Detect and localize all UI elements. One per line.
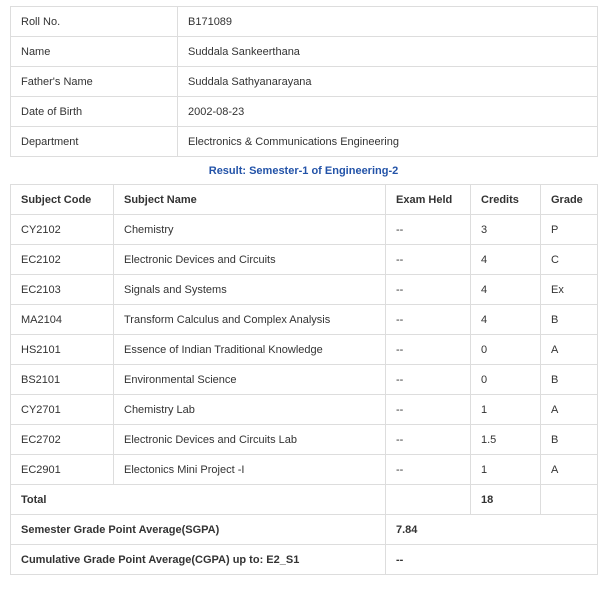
subject-exam-held: -- — [386, 455, 471, 485]
subject-name: Electronic Devices and Circuits Lab — [114, 425, 386, 455]
column-header-subject-code: Subject Code — [11, 185, 114, 215]
subject-name: Chemistry — [114, 215, 386, 245]
subject-exam-held: -- — [386, 425, 471, 455]
student-info-table — [10, 6, 598, 157]
subject-exam-held: -- — [386, 305, 471, 335]
total-label: Total — [11, 485, 386, 515]
result-semester-heading: Result: Semester-1 of Engineering-2 — [208, 165, 399, 177]
info-label-name: Name — [11, 37, 178, 67]
student-info-row-dob — [11, 97, 598, 127]
student-info-row-fathers-name — [11, 67, 598, 97]
subject-row — [11, 335, 598, 365]
subject-code: MA2104 — [11, 305, 114, 335]
info-label-roll-no: Roll No. — [11, 7, 178, 37]
cgpa-row — [11, 545, 598, 575]
subject-code: EC2702 — [11, 425, 114, 455]
subject-exam-held: -- — [386, 365, 471, 395]
info-value-dob: 2002-08-23 — [178, 97, 598, 127]
subject-exam-held: -- — [386, 395, 471, 425]
column-header-grade: Grade — [541, 185, 598, 215]
subject-code: EC2103 — [11, 275, 114, 305]
subject-exam-held: -- — [386, 215, 471, 245]
subject-name: Essence of Indian Traditional Knowledge — [114, 335, 386, 365]
total-credits: 18 — [471, 485, 541, 515]
sgpa-label: Semester Grade Point Average(SGPA) — [11, 515, 386, 545]
subject-row — [11, 275, 598, 305]
subject-exam-held: -- — [386, 275, 471, 305]
subject-credits: 1 — [471, 395, 541, 425]
info-label-dob: Date of Birth — [11, 97, 178, 127]
cgpa-value: -- — [386, 545, 598, 575]
subject-row — [11, 365, 598, 395]
info-value-fathers-name: Suddala Sathyanarayana — [178, 67, 598, 97]
subject-credits: 4 — [471, 245, 541, 275]
subject-grade: Ex — [541, 275, 598, 305]
subject-row — [11, 305, 598, 335]
subject-name: Chemistry Lab — [114, 395, 386, 425]
column-header-subject-name: Subject Name — [114, 185, 386, 215]
subject-grade: A — [541, 395, 598, 425]
info-value-department: Electronics & Communications Engineering — [178, 127, 598, 157]
total-exam-held — [386, 485, 471, 515]
total-row — [11, 485, 598, 515]
subject-credits: 0 — [471, 335, 541, 365]
results-header-row — [11, 185, 598, 215]
subject-row — [11, 455, 598, 485]
subject-credits: 4 — [471, 305, 541, 335]
subject-name: Signals and Systems — [114, 275, 386, 305]
subject-name: Electonics Mini Project -I — [114, 455, 386, 485]
subject-credits: 1.5 — [471, 425, 541, 455]
subject-credits: 0 — [471, 365, 541, 395]
subject-code: CY2102 — [11, 215, 114, 245]
subject-code: BS2101 — [11, 365, 114, 395]
subject-code: HS2101 — [11, 335, 114, 365]
subject-grade: B — [541, 305, 598, 335]
subject-code: EC2901 — [11, 455, 114, 485]
subject-grade: A — [541, 455, 598, 485]
subject-credits: 4 — [471, 275, 541, 305]
subject-code: EC2102 — [11, 245, 114, 275]
student-info-row-roll-no — [11, 7, 598, 37]
info-label-fathers-name: Father's Name — [11, 67, 178, 97]
subject-grade: C — [541, 245, 598, 275]
subject-credits: 1 — [471, 455, 541, 485]
subject-exam-held: -- — [386, 245, 471, 275]
sgpa-value: 7.84 — [386, 515, 598, 545]
subject-row — [11, 215, 598, 245]
subject-code: CY2701 — [11, 395, 114, 425]
subject-exam-held: -- — [386, 335, 471, 365]
info-value-roll-no: B171089 — [178, 7, 598, 37]
subject-row — [11, 425, 598, 455]
student-info-row-department — [11, 127, 598, 157]
subject-name: Electronic Devices and Circuits — [114, 245, 386, 275]
subject-name: Environmental Science — [114, 365, 386, 395]
column-header-credits: Credits — [471, 185, 541, 215]
info-value-name: Suddala Sankeerthana — [178, 37, 598, 67]
total-grade — [541, 485, 598, 515]
subject-grade: A — [541, 335, 598, 365]
subject-grade: B — [541, 425, 598, 455]
subject-grade: P — [541, 215, 598, 245]
subject-name: Transform Calculus and Complex Analysis — [114, 305, 386, 335]
results-table — [10, 184, 598, 575]
column-header-exam-held: Exam Held — [386, 185, 471, 215]
subject-row — [11, 245, 598, 275]
subject-grade: B — [541, 365, 598, 395]
info-label-department: Department — [11, 127, 178, 157]
subject-credits: 3 — [471, 215, 541, 245]
student-info-row-name — [11, 37, 598, 67]
cgpa-label: Cumulative Grade Point Average(CGPA) up to: E2_S1 — [11, 545, 386, 575]
sgpa-row — [11, 515, 598, 545]
subject-row — [11, 395, 598, 425]
